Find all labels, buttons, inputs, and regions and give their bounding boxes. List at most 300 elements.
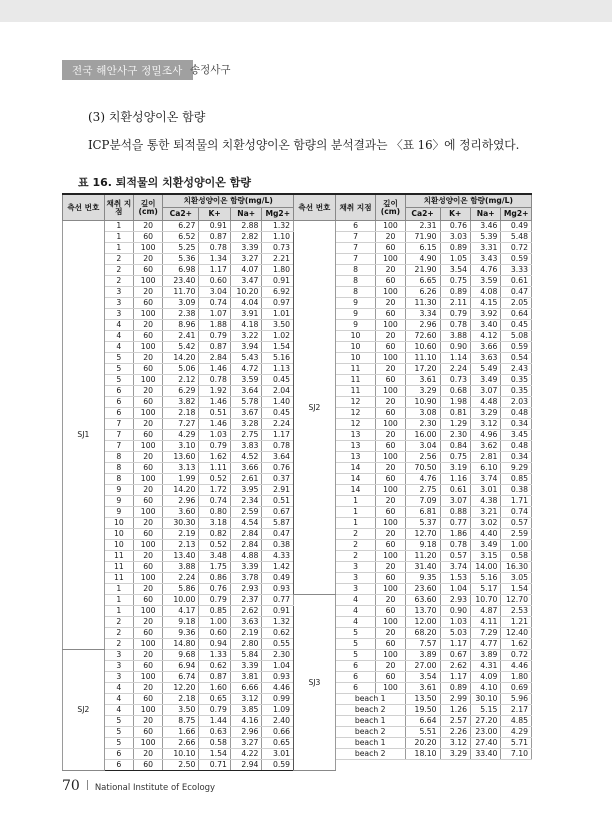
depth-cell: 20 [134, 617, 163, 628]
na-cell: 2.96 [230, 727, 262, 738]
section-heading: (3) 치환성양이온 함량 [88, 110, 206, 124]
ca-cell: 3.09 [163, 298, 199, 309]
depth-cell: 20 [134, 518, 163, 529]
ca-cell: 14.80 [163, 639, 199, 650]
depth-cell: 100 [376, 617, 405, 628]
na-cell: 3.46 [470, 221, 500, 232]
ca-cell: 2.50 [163, 760, 199, 771]
mg-cell: 0.97 [262, 298, 294, 309]
na-cell: 3.59 [230, 375, 262, 386]
k-cell: 3.19 [440, 463, 470, 474]
depth-cell: 100 [134, 705, 163, 716]
ca-cell: 72.60 [405, 331, 440, 342]
na-cell: 4.54 [230, 518, 262, 529]
k-cell: 0.68 [440, 386, 470, 397]
mg-cell: 0.45 [262, 408, 294, 419]
mg-cell: 1.71 [501, 496, 532, 507]
point-cell: 8 [104, 474, 133, 485]
depth-cell: 20 [376, 298, 405, 309]
ca-cell: 16.00 [405, 430, 440, 441]
ca-cell: 3.10 [163, 441, 199, 452]
ca-cell: 11.30 [405, 298, 440, 309]
col-k-right: K+ [440, 208, 470, 221]
depth-cell: 60 [376, 474, 405, 485]
depth-cell: 60 [134, 562, 163, 573]
mg-cell: 1.10 [262, 232, 294, 243]
k-cell: 1.46 [199, 364, 231, 375]
k-cell: 2.26 [440, 727, 470, 738]
na-cell: 5.16 [470, 573, 500, 584]
depth-cell: 60 [134, 232, 163, 243]
k-cell: 0.73 [440, 375, 470, 386]
depth-cell: 100 [376, 452, 405, 463]
k-cell: 3.03 [440, 232, 470, 243]
mg-cell: 3.64 [262, 452, 294, 463]
k-cell: 0.60 [199, 628, 231, 639]
na-cell: 3.49 [470, 540, 500, 551]
point-cell: 10 [104, 529, 133, 540]
na-cell: 4.31 [470, 661, 500, 672]
depth-cell: 20 [376, 595, 405, 606]
ca-cell: 2.18 [163, 408, 199, 419]
table-body [63, 221, 532, 771]
point-cell: 12 [335, 397, 376, 408]
mg-cell: 4.46 [501, 661, 532, 672]
point-cell: 1 [335, 518, 376, 529]
depth-cell: 20 [134, 749, 163, 760]
ca-cell: 5.86 [163, 584, 199, 595]
k-cell: 1.05 [440, 254, 470, 265]
k-cell: 3.12 [440, 738, 470, 749]
depth-cell: 100 [134, 507, 163, 518]
ca-cell: 9.36 [163, 628, 199, 639]
point-cell: 13 [335, 430, 376, 441]
na-cell: 3.74 [470, 474, 500, 485]
na-cell: 3.66 [230, 463, 262, 474]
na-cell: 3.07 [470, 386, 500, 397]
point-cell: 3 [104, 661, 133, 672]
point-cell: 14 [335, 463, 376, 474]
depth-cell: 20 [376, 265, 405, 276]
mg-cell: 1.32 [262, 221, 294, 232]
k-cell: 2.11 [440, 298, 470, 309]
mg-cell: 0.48 [501, 441, 532, 452]
ca-cell: 2.66 [163, 738, 199, 749]
k-cell: 1.92 [199, 386, 231, 397]
depth-cell: 20 [134, 386, 163, 397]
na-cell: 3.27 [230, 254, 262, 265]
point-cell: 7 [335, 254, 376, 265]
k-cell: 3.48 [199, 551, 231, 562]
ca-cell: 2.96 [163, 496, 199, 507]
point-cell: 3 [104, 650, 133, 661]
depth-cell: 60 [134, 331, 163, 342]
ca-cell: 3.34 [405, 309, 440, 320]
ca-cell: 2.38 [163, 309, 199, 320]
na-cell: 3.28 [230, 419, 262, 430]
k-cell: 1.44 [199, 716, 231, 727]
mg-cell: 0.91 [262, 276, 294, 287]
depth-cell: 20 [376, 496, 405, 507]
ca-cell: 4.17 [163, 606, 199, 617]
k-cell: 3.07 [440, 496, 470, 507]
na-cell: 3.85 [230, 705, 262, 716]
na-cell: 3.94 [230, 342, 262, 353]
k-cell: 1.11 [199, 463, 231, 474]
na-cell: 3.81 [230, 672, 262, 683]
ca-cell: 5.37 [405, 518, 440, 529]
ca-cell: 5.25 [163, 243, 199, 254]
point-cell: 2 [104, 254, 133, 265]
mg-cell: 6.92 [262, 287, 294, 298]
depth-cell: 100 [134, 639, 163, 650]
na-cell: 3.39 [230, 243, 262, 254]
point-cell: 4 [335, 617, 376, 628]
mg-cell: 2.21 [262, 254, 294, 265]
transect-cell: SJ2 [63, 650, 105, 771]
col-transect-left: 측선 번호 [63, 195, 105, 221]
transect-cell: SJ1 [63, 221, 105, 650]
k-cell: 1.07 [199, 309, 231, 320]
mg-cell: 2.30 [262, 650, 294, 661]
na-cell: 30.10 [470, 694, 500, 705]
ca-cell: 3.82 [163, 397, 199, 408]
depth-cell: 100 [376, 353, 405, 364]
mg-cell: 2.53 [501, 606, 532, 617]
depth-cell: 100 [376, 386, 405, 397]
ca-cell: 23.60 [405, 584, 440, 595]
ca-cell: 6.26 [405, 287, 440, 298]
point-cell: 1 [104, 232, 133, 243]
k-cell: 1.86 [440, 529, 470, 540]
depth-cell: 20 [134, 452, 163, 463]
k-cell: 0.65 [199, 694, 231, 705]
k-cell: 0.63 [199, 727, 231, 738]
depth-cell: 100 [134, 738, 163, 749]
ca-cell: 20.20 [405, 738, 440, 749]
ca-cell: 68.20 [405, 628, 440, 639]
depth-cell: 60 [376, 573, 405, 584]
mg-cell: 2.43 [501, 364, 532, 375]
depth-cell: 60 [376, 408, 405, 419]
point-cell: 5 [104, 353, 133, 364]
point-cell: 1 [104, 584, 133, 595]
depth-cell: 60 [134, 430, 163, 441]
ca-cell: 30.30 [163, 518, 199, 529]
ca-cell: 8.96 [163, 320, 199, 331]
col-group-right: 치환성양이온 함량(mg/L) [405, 195, 531, 208]
na-cell: 3.01 [470, 485, 500, 496]
ca-cell: 2.13 [163, 540, 199, 551]
depth-cell: 100 [134, 474, 163, 485]
na-cell: 4.38 [470, 496, 500, 507]
ca-cell: 2.96 [405, 320, 440, 331]
depth-cell: 100 [134, 606, 163, 617]
k-cell: 0.81 [440, 408, 470, 419]
header-site-name: 송정사구 [190, 64, 231, 76]
depth-cell: 60 [134, 364, 163, 375]
ca-cell: 6.94 [163, 661, 199, 672]
ca-cell: 6.65 [405, 276, 440, 287]
na-cell: 3.39 [230, 562, 262, 573]
ca-cell: 63.60 [405, 595, 440, 606]
mg-cell: 0.59 [501, 254, 532, 265]
point-cell: 9 [104, 507, 133, 518]
mg-cell: 12.40 [501, 628, 532, 639]
mg-cell: 2.04 [262, 386, 294, 397]
mg-cell: 2.59 [501, 529, 532, 540]
sample-cell: beach 2 [335, 705, 405, 716]
k-cell: 1.00 [199, 617, 231, 628]
point-cell: 8 [335, 276, 376, 287]
ca-cell: 13.70 [405, 606, 440, 617]
depth-cell: 100 [376, 287, 405, 298]
col-depth-left: 깊이 (cm) [134, 195, 163, 221]
ca-cell: 3.61 [405, 375, 440, 386]
na-cell: 4.16 [230, 716, 262, 727]
point-cell: 10 [335, 353, 376, 364]
ca-cell: 27.00 [405, 661, 440, 672]
mg-cell: 1.54 [262, 342, 294, 353]
col-ca-right: Ca2+ [405, 208, 440, 221]
transect-cell: SJ3 [294, 595, 336, 771]
ca-cell: 6.98 [163, 265, 199, 276]
mg-cell: 0.48 [501, 408, 532, 419]
k-cell: 0.79 [199, 441, 231, 452]
col-transect-right: 측선 번호 [294, 195, 336, 221]
na-cell: 3.95 [230, 485, 262, 496]
mg-cell: 1.62 [501, 639, 532, 650]
na-cell: 33.40 [470, 749, 500, 760]
na-cell: 4.07 [230, 265, 262, 276]
sample-cell: beach 2 [335, 749, 405, 760]
depth-cell: 100 [134, 672, 163, 683]
na-cell: 3.43 [470, 254, 500, 265]
na-cell: 2.93 [230, 584, 262, 595]
na-cell: 2.34 [230, 496, 262, 507]
mg-cell: 1.40 [262, 397, 294, 408]
mg-cell: 0.93 [262, 672, 294, 683]
k-cell: 0.79 [199, 705, 231, 716]
ca-cell: 12.20 [163, 683, 199, 694]
na-cell: 5.39 [470, 232, 500, 243]
point-cell: 3 [104, 309, 133, 320]
na-cell: 4.11 [470, 617, 500, 628]
na-cell: 3.15 [470, 551, 500, 562]
depth-cell: 20 [376, 628, 405, 639]
na-cell: 3.02 [470, 518, 500, 529]
ca-cell: 4.76 [405, 474, 440, 485]
k-cell: 1.46 [199, 397, 231, 408]
k-cell: 0.76 [199, 584, 231, 595]
mg-cell: 2.40 [262, 716, 294, 727]
depth-cell: 20 [376, 562, 405, 573]
mg-cell: 4.85 [501, 716, 532, 727]
mg-cell: 2.05 [501, 298, 532, 309]
mg-cell: 1.02 [262, 331, 294, 342]
point-cell: 6 [335, 672, 376, 683]
na-cell: 3.63 [470, 353, 500, 364]
mg-cell: 12.70 [501, 595, 532, 606]
point-cell: 7 [335, 232, 376, 243]
depth-cell: 100 [134, 342, 163, 353]
mg-cell: 0.38 [501, 485, 532, 496]
ca-cell: 11.20 [405, 551, 440, 562]
point-cell: 13 [335, 452, 376, 463]
k-cell: 1.04 [440, 584, 470, 595]
mg-cell: 0.38 [262, 540, 294, 551]
point-cell: 6 [104, 749, 133, 760]
depth-cell: 100 [376, 650, 405, 661]
k-cell: 0.52 [199, 540, 231, 551]
ca-cell: 13.50 [405, 694, 440, 705]
ca-cell: 2.19 [163, 529, 199, 540]
mg-cell: 1.54 [501, 584, 532, 595]
na-cell: 3.92 [470, 309, 500, 320]
point-cell: 3 [104, 672, 133, 683]
depth-cell: 60 [134, 529, 163, 540]
na-cell: 5.78 [230, 397, 262, 408]
k-cell: 0.82 [199, 529, 231, 540]
na-cell: 4.96 [470, 430, 500, 441]
na-cell: 3.59 [470, 276, 500, 287]
col-k-left: K+ [199, 208, 231, 221]
na-cell: 7.29 [470, 628, 500, 639]
mg-cell: 0.99 [262, 694, 294, 705]
depth-cell: 60 [376, 276, 405, 287]
point-cell: 6 [104, 386, 133, 397]
na-cell: 3.31 [470, 243, 500, 254]
k-cell: 3.54 [440, 265, 470, 276]
ca-cell: 3.61 [405, 683, 440, 694]
depth-cell: 100 [376, 584, 405, 595]
na-cell: 3.49 [470, 375, 500, 386]
point-cell: 2 [104, 628, 133, 639]
depth-cell: 20 [376, 364, 405, 375]
k-cell: 0.88 [440, 507, 470, 518]
ca-cell: 9.35 [405, 573, 440, 584]
ca-cell: 6.74 [163, 672, 199, 683]
k-cell: 1.72 [199, 485, 231, 496]
col-point-left: 채취 지점 [104, 195, 133, 221]
mg-cell: 3.33 [501, 265, 532, 276]
table-caption: 표 16. 퇴적물의 치환성양이온 함량 [78, 176, 251, 189]
na-cell: 3.89 [470, 650, 500, 661]
k-cell: 5.03 [440, 628, 470, 639]
na-cell: 4.87 [470, 606, 500, 617]
mg-cell: 0.47 [262, 529, 294, 540]
k-cell: 0.60 [199, 276, 231, 287]
point-cell: 10 [335, 342, 376, 353]
ca-cell: 3.88 [163, 562, 199, 573]
ca-cell: 9.18 [405, 540, 440, 551]
header-band [0, 0, 612, 22]
cation-table-wrapper [62, 194, 532, 771]
k-cell: 1.46 [199, 419, 231, 430]
mg-cell: 3.05 [501, 573, 532, 584]
point-cell: 4 [104, 342, 133, 353]
point-cell: 14 [335, 474, 376, 485]
na-cell: 4.48 [470, 397, 500, 408]
na-cell: 3.39 [230, 661, 262, 672]
mg-cell: 0.76 [262, 463, 294, 474]
mg-cell: 4.46 [262, 683, 294, 694]
na-cell: 4.12 [470, 331, 500, 342]
na-cell: 4.72 [230, 364, 262, 375]
mg-cell: 2.91 [262, 485, 294, 496]
ca-cell: 5.36 [163, 254, 199, 265]
ca-cell: 2.12 [163, 375, 199, 386]
ca-cell: 3.29 [405, 386, 440, 397]
k-cell: 0.58 [199, 738, 231, 749]
k-cell: 0.80 [199, 507, 231, 518]
k-cell: 0.79 [440, 309, 470, 320]
point-cell: 5 [104, 738, 133, 749]
depth-cell: 20 [376, 463, 405, 474]
mg-cell: 0.93 [262, 584, 294, 595]
point-cell: 6 [104, 397, 133, 408]
point-cell: 1 [335, 496, 376, 507]
point-cell: 8 [104, 452, 133, 463]
ca-cell: 2.31 [405, 221, 440, 232]
point-cell: 2 [104, 265, 133, 276]
point-cell: 7 [104, 419, 133, 430]
k-cell: 0.90 [440, 606, 470, 617]
na-cell: 3.78 [230, 573, 262, 584]
depth-cell: 60 [134, 496, 163, 507]
mg-cell: 1.17 [262, 430, 294, 441]
depth-cell: 100 [134, 375, 163, 386]
ca-cell: 4.29 [163, 430, 199, 441]
point-cell: 4 [104, 694, 133, 705]
k-cell: 3.04 [199, 287, 231, 298]
point-cell: 1 [104, 606, 133, 617]
header-report-title: 전국 해안사구 정밀조사 [72, 64, 183, 77]
point-cell: 14 [335, 485, 376, 496]
point-cell: 6 [335, 683, 376, 694]
na-cell: 10.20 [230, 287, 262, 298]
depth-cell: 20 [134, 221, 163, 232]
mg-cell: 0.45 [262, 375, 294, 386]
k-cell: 0.57 [440, 551, 470, 562]
mg-cell: 0.72 [501, 650, 532, 661]
ca-cell: 21.90 [405, 265, 440, 276]
na-cell: 4.08 [470, 287, 500, 298]
ca-cell: 12.70 [405, 529, 440, 540]
k-cell: 0.75 [440, 452, 470, 463]
point-cell: 11 [104, 562, 133, 573]
ca-cell: 4.90 [405, 254, 440, 265]
col-ca-left: Ca2+ [163, 208, 199, 221]
na-cell: 3.12 [230, 694, 262, 705]
k-cell: 0.89 [440, 683, 470, 694]
point-cell: 5 [104, 375, 133, 386]
ca-cell: 6.15 [405, 243, 440, 254]
ca-cell: 2.75 [405, 485, 440, 496]
point-cell: 4 [335, 595, 376, 606]
k-cell: 0.76 [440, 221, 470, 232]
mg-cell: 0.58 [501, 551, 532, 562]
point-cell: 7 [335, 243, 376, 254]
ca-cell: 6.81 [405, 507, 440, 518]
ca-cell: 12.00 [405, 617, 440, 628]
na-cell: 4.15 [470, 298, 500, 309]
mg-cell: 1.13 [262, 364, 294, 375]
ca-cell: 9.68 [163, 650, 199, 661]
point-cell: 5 [104, 364, 133, 375]
depth-cell: 60 [134, 628, 163, 639]
k-cell: 0.86 [199, 573, 231, 584]
